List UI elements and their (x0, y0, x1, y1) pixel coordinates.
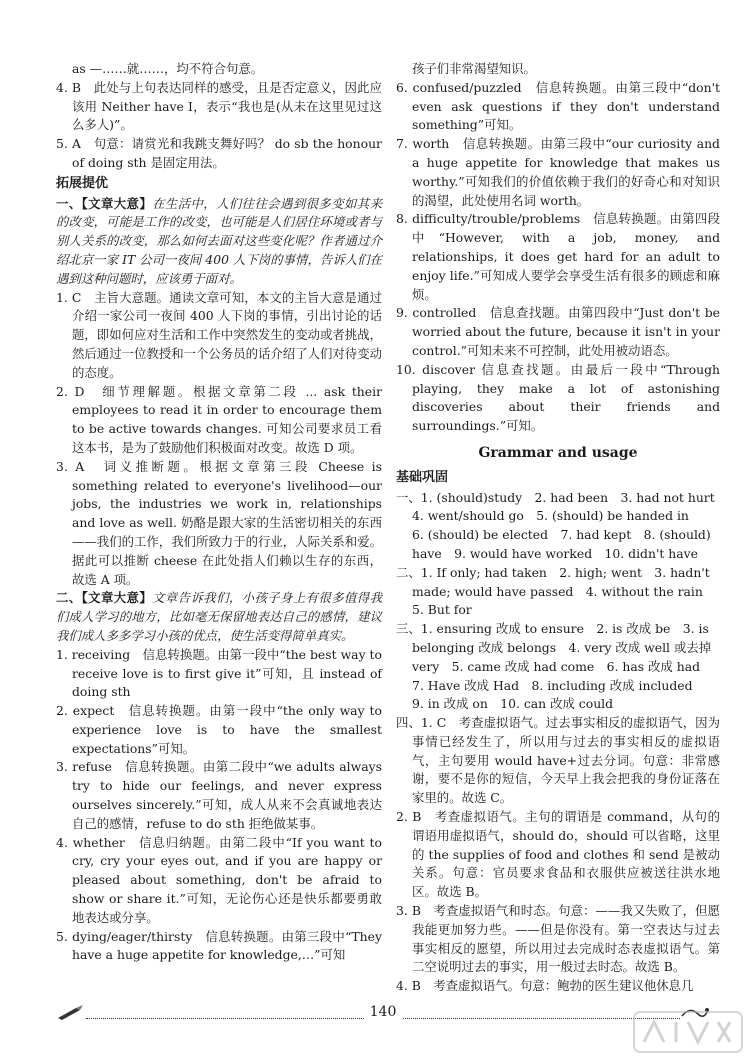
continued-text: 孩子们非常渴望知识。 (412, 61, 536, 76)
answer-item: 2. expect 信息转换题。由第一段中“the only way to experience love is to have the smallest expectations”可知。 (56, 703, 382, 756)
continued-text: as —……就……，均不符合句意。 (72, 61, 264, 76)
answer-line: 7. Have 改成 Had 8. including 改成 included (412, 677, 693, 693)
answer-line: made; would have passed 4. without the rain (412, 583, 703, 599)
page-number: 140 (364, 1004, 403, 1020)
answer-item: 1. receiving 信息转换题。由第一段中“the best way to receive love is to first give it”可知，且 instead of doing sth (56, 646, 382, 700)
answer-item: 5. dying/eager/thirsty 信息转换题。由第三段中“They have a huge appetite for knowledge,…”可知 (56, 928, 382, 963)
answer-item: 4. B 此处与上句表达同样的感受，且是否定意义，因此应该用 Neither have I，表示“我也是(从未在这里见过这么多人)”。 (56, 79, 382, 133)
answer-item: 1. C 主旨大意题。通读文章可知，本文的主旨大意是通过介绍一家公司一夜间 400 人下岗的事情，引出讨论的话题，即如何应对生活和工作中突然发生的变动或者挑战，然后通过一位教授和一个公务员的话介绍了人们对待变动的态度。 (56, 289, 382, 380)
exercise-group-1 (396, 489, 720, 564)
exercise-group-3 (396, 620, 720, 714)
answer-item: 9. controlled 信息查找题。由第四段中“Just don't be worried about the future, because it isn't in your control.”可知未来不可控制，此处用被动语态。 (396, 305, 720, 358)
answer-item: 3. refuse 信息转换题。由第二段中“we adults always try to hide our feelings, and never express ourselves sincerely.”可知，成人从来不会真诚地表达自己的感情，refuse to do sth 拒绝做某事。 (56, 759, 382, 831)
section-heading: 基础巩固 (396, 469, 449, 485)
answer-line: 9. in 改成 on 10. can 改成 could (412, 696, 614, 712)
passage-summary (56, 589, 382, 645)
summary-text: 文章告诉我们，小孩子身上有很多值得我们成人学习的地方，比如毫无保留地表达自己的感情，建议我们成人多多学习小孩的优点，使生活变得简单真实。 (56, 590, 382, 643)
answer-item: 5. A 句意：请赏光和我跳支舞好吗？ do sb the honour of doing sth 是固定用法。 (56, 136, 382, 170)
answer-item: 3. A 词义推断题。根据文章第三段 Cheese is something related to everyone's livelihood—our jobs, the industries we work in, relationships and love as well. 奶酪是跟大家的生活密切相关的东西——我们的工作，我们所致力于的行业，人际关系和爱。据此可以推断 cheese 在此处指人们赖以生存的东西，故选 A 项。 (56, 458, 382, 587)
answer-item: 8. difficulty/trouble/problems 信息转换题。由第四段中“However, with a job, money, and relationships, it does get hard for an adult to enjoy life.”可知成人要学会享受生活有很多的顾虑和麻烦。 (396, 211, 720, 302)
answer-item: 2. B 考查虚拟语气。主句的谓语是 command，从句的谓语用虚拟语气，should do，should 可以省略，这里的 the supplies of food and clothes 和 send 是被动关系。句意：官员要求食品和衣服供应被送往洪水地区。故选 B。 (396, 809, 720, 900)
answer-line: 一、1. (should)study 2. had been 3. had not hurt (396, 489, 715, 505)
right-column (396, 60, 720, 996)
summary-text: 在生活中，人们往往会遇到很多变如其来的改变，可能是工作的改变，也可能是人们居住环境或者与别人关系的改变，那么如何去面对这些变化呢？作者通过介绍北京一家 IT 公司一夜间 400 人下岗的事情，告诉人们在遇到这种问题时，应该勇于面对。 (56, 195, 382, 286)
pen-icon (56, 1004, 86, 1022)
answer-line: 4. went/should go 5. (should) be handed in (412, 508, 689, 524)
answer-item: 2. D 细节理解题。根据文章第二段 ... ask their employees to read it in order to encourage them to be active towards changes. 可知公司要求员工看这本书，是为了鼓励他们积极面对改变。故选 D 项。 (56, 383, 382, 455)
answer-line: 三、1. ensuring 改成 to ensure 2. is 改成 be 3. is (396, 621, 709, 637)
grammar-title: Grammar and usage (478, 444, 638, 461)
answer-item: 4. B 考查虚拟语气。句意：鲍勃的医生建议他休息几 (396, 978, 694, 994)
answer-item: 四、1. C 考查虚拟语气。过去事实相反的虚拟语气，因为事情已经发生了，所以用与过去的事实相反的虚拟语气，主句要用 would have+过去分词。句意：非常感谢，要不是你的短信，今天早上我会把我的身份证落在家里的。故选 C。 (396, 715, 720, 806)
summary-tag: 一、【文章大意】 (56, 195, 153, 211)
page-footer (56, 996, 710, 1036)
passage-summary (56, 195, 382, 289)
section-heading: 拓展提优 (56, 175, 109, 191)
left-column (56, 60, 382, 965)
answer-line: belonging 改成 belongs 4. very 改成 well 或去掉 (412, 639, 712, 655)
answer-line: 6. (should) be elected 7. had kept 8. (should) (412, 527, 711, 543)
answer-item: 7. worth 信息转换题。由第三段中“our curiosity and a huge appetite for knowledge that makes us worthy.”可知我们的价值依赖于我们的好奇心和对知识的渴望，此处使用名词 worth。 (396, 136, 720, 208)
summary-tag: 二、【文章大意】 (56, 590, 153, 606)
answer-item: 10. discover 信息查找题。由最后一段中“Through playing, they make a lot of astonishing discoveries about their friends and surroundings.”可知。 (396, 361, 720, 434)
answer-item: 3. B 考查虚拟语气和时态。句意：——我又失败了，但愿我能更加努力些。——但是你没有。第一空表达与过去事实相反的愿望，所以用过去完成时态表虚拟语气。第二空说明过去的事实，用一般过去时态。故选 B。 (396, 903, 720, 975)
exercise-group-2 (396, 564, 720, 620)
answer-line: 二、1. If only; had taken 2. high; went 3. hadn't (396, 564, 710, 580)
answer-line: very 5. came 改成 had come 6. has 改成 had (412, 658, 701, 674)
answer-item: 6. confused/puzzled 信息转换题。由第三段中“don't even ask questions if they don't understand something”可知。 (396, 79, 720, 133)
answer-line: 5. But for (412, 602, 472, 618)
watermark-logo (632, 1010, 744, 1054)
answer-line: have 9. would have worked 10. didn't have (412, 545, 698, 561)
answer-item: 4. whether 信息归纳题。由第二段中“If you want to cry, cry your eyes out, and if you are happy or pleased about something, don't be afraid to show or share it.”可知，无论伤心还是快乐都要勇敢地表达或分享。 (56, 834, 382, 925)
